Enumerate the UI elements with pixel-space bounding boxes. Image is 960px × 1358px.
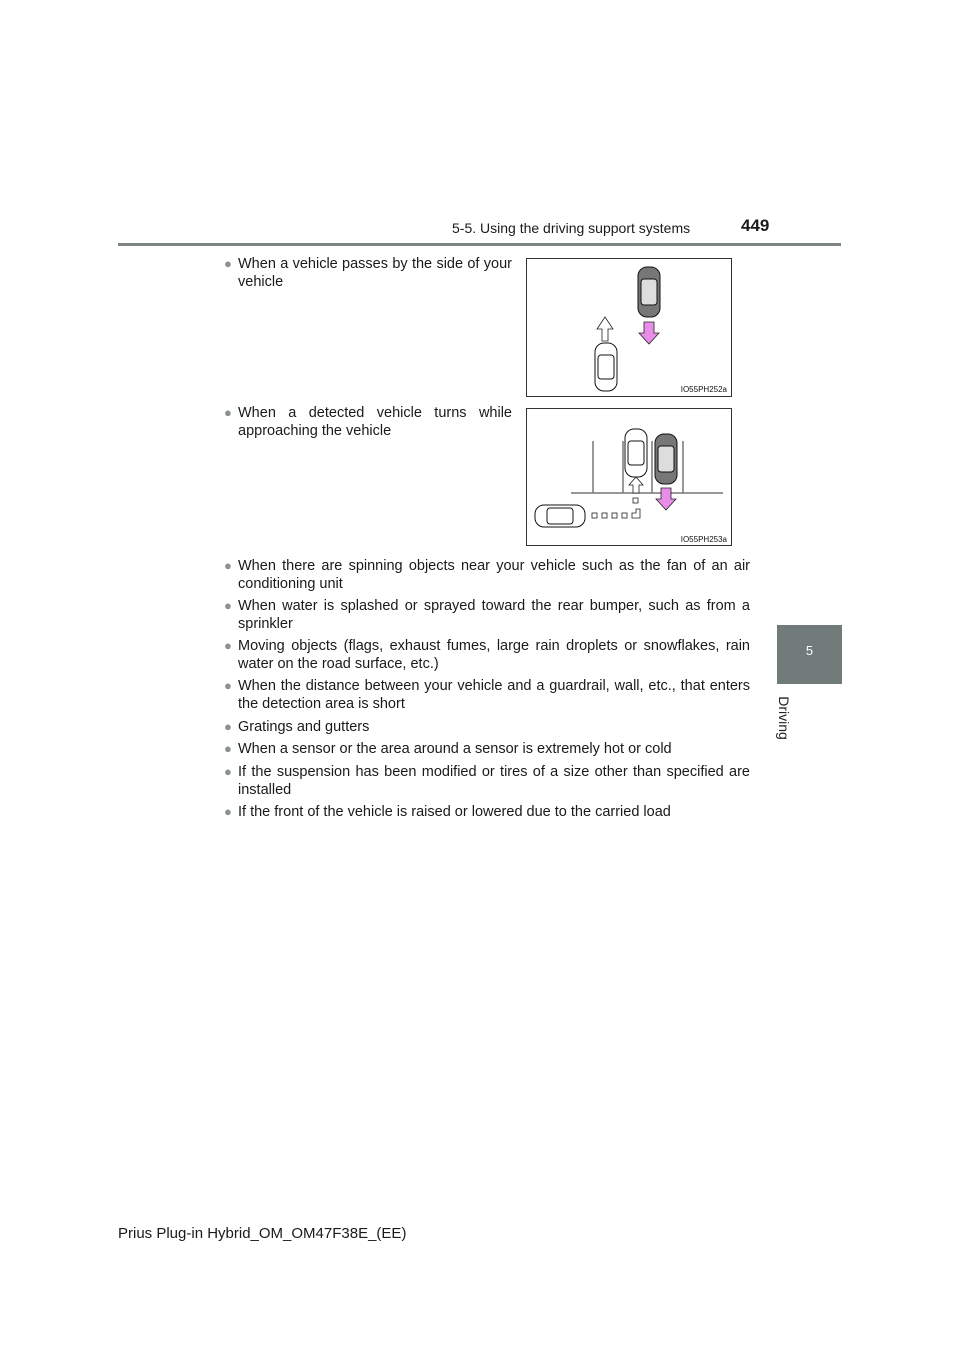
footer-document-id: Prius Plug-in Hybrid_OM_OM47F38E_(EE) <box>118 1225 407 1242</box>
bullet-item <box>224 255 512 291</box>
arrow-up-icon <box>629 477 643 493</box>
header-rule <box>118 243 841 246</box>
bullet-icon: ● <box>224 638 232 653</box>
car-dark-icon <box>638 267 660 317</box>
page-number: 449 <box>741 216 770 235</box>
section-header: 5-5. Using the driving support systems <box>452 220 691 236</box>
figure-code: IO55PH252a <box>680 385 727 394</box>
bullet-text: When a vehicle passes by the side of your vehicle <box>238 256 512 290</box>
chapter-tab <box>777 625 842 684</box>
bullet-item <box>224 597 750 633</box>
bullet-item <box>224 763 750 799</box>
arrow-up-icon <box>597 317 613 341</box>
car-turning-icon <box>535 505 585 527</box>
car-light-icon <box>625 429 647 477</box>
bullet-text: When a sensor or the area around a sensor is extremely hot or cold <box>238 741 672 757</box>
arrow-down-pink-icon <box>639 322 659 344</box>
path-squares <box>592 498 640 518</box>
bullet-item <box>224 557 750 593</box>
bullet-item <box>224 637 750 673</box>
bullet-item <box>224 803 750 821</box>
bullet-icon: ● <box>224 764 232 779</box>
bullet-item <box>224 677 750 713</box>
arrow-down-pink-icon <box>656 488 676 510</box>
chapter-title: Driving <box>775 696 792 740</box>
car-light-icon <box>595 343 617 391</box>
bullet-icon: ● <box>224 678 232 693</box>
figure-vehicle-turning <box>526 408 732 546</box>
car-dark-icon <box>655 434 677 484</box>
bullet-item <box>224 404 512 440</box>
bullet-item <box>224 718 750 736</box>
chapter-number: 5 <box>805 643 814 658</box>
bullet-icon: ● <box>224 719 232 734</box>
bullet-icon: ● <box>224 598 232 613</box>
bullet-icon: ● <box>224 804 232 819</box>
bullet-text: When the distance between your vehicle and a guardrail, wall, etc., that enters the detection area is short <box>238 678 750 712</box>
bullet-text: When a detected vehicle turns while approaching the vehicle <box>238 405 512 439</box>
bullet-icon: ● <box>224 558 232 573</box>
bullet-text: If the front of the vehicle is raised or lowered due to the carried load <box>238 804 671 820</box>
figure-code: IO55PH253a <box>680 535 727 544</box>
bullet-icon: ● <box>224 405 232 420</box>
bullet-text: If the suspension has been modified or tires of a size other than specified are installed <box>238 764 750 798</box>
bullet-text: When water is splashed or sprayed toward the rear bumper, such as from a sprinkler <box>238 598 750 632</box>
bullet-icon: ● <box>224 741 232 756</box>
bullet-text: Moving objects (flags, exhaust fumes, large rain droplets or snowflakes, rain water on the road surface, etc.) <box>238 638 750 672</box>
figure-vehicle-passing <box>526 258 732 397</box>
chapter-title-vertical <box>775 690 800 750</box>
bullet-text: Gratings and gutters <box>238 719 370 735</box>
bullet-item <box>224 740 750 758</box>
bullet-text: When there are spinning objects near your vehicle such as the fan of an air conditioning unit <box>238 558 750 592</box>
bullet-icon: ● <box>224 256 232 271</box>
